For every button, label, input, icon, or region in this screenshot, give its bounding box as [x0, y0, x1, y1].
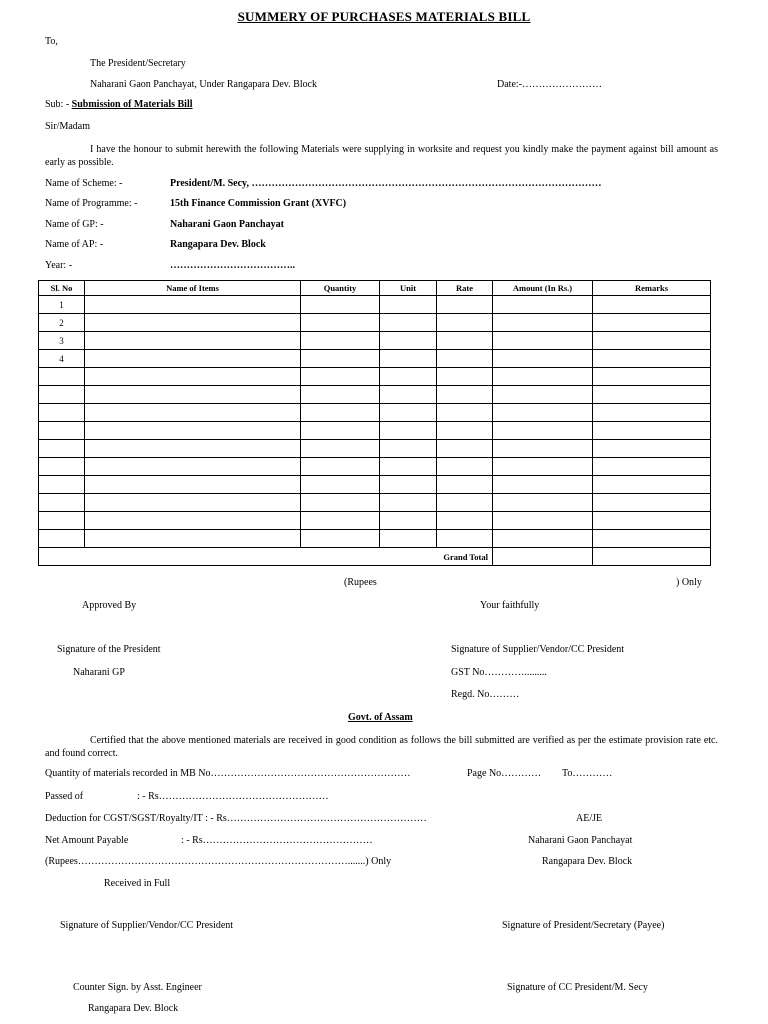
subject-label: Sub: -: [45, 99, 70, 110]
unit-cell[interactable]: [380, 458, 437, 476]
rate-cell[interactable]: [437, 512, 493, 530]
grand-total-remarks: [593, 548, 711, 566]
remarks-cell[interactable]: [593, 476, 711, 494]
certified-paragraph: [45, 734, 718, 760]
body-text: I have the honour to submit herewith the following Materials were supplying in worksite and request you kindly make the payment against bill amount as early as possible.: [45, 144, 718, 168]
mb-quantity-field: Quantity of materials recorded in MB No……………………………………………………: [45, 768, 411, 779]
amount-cell[interactable]: [493, 458, 593, 476]
signature-payee: Signature of President/Secretary (Payee): [502, 920, 665, 931]
rupees-open: (Rupees: [344, 577, 377, 588]
table-row: [39, 494, 711, 512]
sl-no-cell: 2: [39, 314, 85, 332]
quantity-cell[interactable]: [301, 512, 380, 530]
signature-supplier-top: Signature of Supplier/Vendor/CC President: [451, 644, 625, 655]
item-name-cell[interactable]: [85, 422, 301, 440]
sl-no-cell: [39, 440, 85, 458]
rate-cell[interactable]: [437, 404, 493, 422]
scheme-value-text: President/M. Secy, ……………………………………………………………………………………………: [170, 178, 602, 189]
quantity-cell[interactable]: [301, 296, 380, 314]
remarks-cell[interactable]: [593, 530, 711, 548]
header-remarks: Remarks: [593, 281, 711, 296]
table-row: [39, 458, 711, 476]
materials-table: [38, 280, 711, 566]
rate-cell[interactable]: [437, 476, 493, 494]
signature-supplier-bottom: Signature of Supplier/Vendor/CC President: [60, 920, 234, 931]
table-row: [39, 296, 711, 314]
quantity-cell[interactable]: [301, 422, 380, 440]
addressee-line-2: Naharani Gaon Panchayat, Under Rangapara Dev. Block: [90, 79, 318, 90]
quantity-cell[interactable]: [301, 350, 380, 368]
certified-text: Certified that the above mentioned materials are received in good condition as follows the bill submitted are verified as per the estimate provision rate etc. and found correct.: [45, 735, 718, 759]
amount-cell[interactable]: [493, 530, 593, 548]
scheme-value: [170, 178, 601, 189]
table-row: [39, 530, 711, 548]
sl-no-cell: [39, 458, 85, 476]
unit-cell[interactable]: [380, 440, 437, 458]
regd-no-field: Regd. No………: [451, 689, 520, 700]
naharani-gaon-panchayat: Naharani Gaon Panchayat: [528, 835, 633, 846]
item-name-cell[interactable]: [85, 350, 301, 368]
amount-cell[interactable]: [493, 476, 593, 494]
table-row: [39, 476, 711, 494]
rangapara-dev-block-bottom: Rangapara Dev. Block: [88, 1003, 179, 1014]
header-amount: Amount (In Rs.): [493, 281, 593, 296]
table-row: [39, 314, 711, 332]
item-name-cell[interactable]: [85, 296, 301, 314]
quantity-cell[interactable]: [301, 332, 380, 350]
rate-cell[interactable]: [437, 422, 493, 440]
remarks-cell[interactable]: [593, 386, 711, 404]
item-name-cell[interactable]: [85, 476, 301, 494]
unit-cell[interactable]: [380, 422, 437, 440]
rate-cell[interactable]: [437, 440, 493, 458]
ae-je-label: AE/JE: [576, 813, 603, 824]
govt-heading: Govt. of Assam: [348, 712, 413, 723]
ap-value: Rangapara Dev. Block: [170, 239, 266, 250]
rate-cell[interactable]: [437, 350, 493, 368]
amount-cell[interactable]: [493, 314, 593, 332]
item-name-cell[interactable]: [85, 404, 301, 422]
remarks-cell[interactable]: [593, 440, 711, 458]
header-quantity: Quantity: [301, 281, 380, 296]
passed-of-value: : - Rs……………………………………………: [137, 791, 329, 802]
rupees-bottom-field: (Rupees……………………………………………………………………….......) Only: [45, 856, 392, 867]
remarks-cell[interactable]: [593, 494, 711, 512]
remarks-cell[interactable]: [593, 314, 711, 332]
rate-cell[interactable]: [437, 314, 493, 332]
rangapara-dev-block-right: Rangapara Dev. Block: [542, 856, 633, 867]
quantity-cell[interactable]: [301, 476, 380, 494]
item-name-cell[interactable]: [85, 458, 301, 476]
unit-cell[interactable]: [380, 494, 437, 512]
header-sl-no: Sl. No: [39, 281, 85, 296]
amount-cell[interactable]: [493, 350, 593, 368]
rate-cell[interactable]: [437, 530, 493, 548]
sl-no-cell: [39, 368, 85, 386]
rate-cell[interactable]: [437, 386, 493, 404]
unit-cell[interactable]: [380, 332, 437, 350]
year-label: Year: -: [45, 260, 73, 271]
item-name-cell[interactable]: [85, 368, 301, 386]
mb-to-field: To…………: [562, 768, 613, 779]
unit-cell[interactable]: [380, 296, 437, 314]
amount-cell[interactable]: [493, 512, 593, 530]
table-row: [39, 368, 711, 386]
subject-line: [45, 99, 193, 110]
grand-total-amount[interactable]: [493, 548, 593, 566]
amount-cell[interactable]: [493, 422, 593, 440]
remarks-cell[interactable]: [593, 458, 711, 476]
amount-cell[interactable]: [493, 440, 593, 458]
unit-cell[interactable]: [380, 476, 437, 494]
programme-label: Name of Programme: -: [45, 198, 138, 209]
programme-value: 15th Finance Commission Grant (XVFC): [170, 198, 347, 209]
counter-sign-asst-engineer: Counter Sign. by Asst. Engineer: [73, 982, 202, 993]
remarks-cell[interactable]: [593, 404, 711, 422]
scheme-label: Name of Scheme: -: [45, 178, 123, 189]
remarks-cell[interactable]: [593, 368, 711, 386]
sl-no-cell: [39, 422, 85, 440]
sl-no-cell: 1: [39, 296, 85, 314]
item-name-cell[interactable]: [85, 530, 301, 548]
net-amount-value: : - Rs……………………………………………: [181, 835, 373, 846]
year-value: ………………………………..: [170, 260, 295, 271]
grand-total-label: Grand Total: [39, 548, 493, 566]
item-name-cell[interactable]: [85, 314, 301, 332]
signature-cc-president: Signature of CC President/M. Secy: [507, 982, 648, 993]
quantity-cell[interactable]: [301, 314, 380, 332]
addressee-line-1: The President/Secretary: [90, 58, 186, 69]
sl-no-cell: [39, 386, 85, 404]
table-row: [39, 512, 711, 530]
rate-cell[interactable]: [437, 332, 493, 350]
body-paragraph: [45, 143, 718, 169]
received-in-full: Received in Full: [104, 878, 171, 889]
remarks-cell[interactable]: [593, 296, 711, 314]
amount-cell[interactable]: [493, 494, 593, 512]
amount-cell[interactable]: [493, 296, 593, 314]
subject-text: Submission of Materials Bill: [71, 99, 193, 110]
salutation: Sir/Madam: [45, 121, 90, 132]
unit-cell[interactable]: [380, 350, 437, 368]
quantity-cell[interactable]: [301, 440, 380, 458]
header-unit: Unit: [380, 281, 437, 296]
header-rate: Rate: [437, 281, 493, 296]
unit-cell[interactable]: [380, 404, 437, 422]
sl-no-cell: [39, 404, 85, 422]
rate-cell[interactable]: [437, 494, 493, 512]
quantity-cell[interactable]: [301, 386, 380, 404]
sl-no-cell: [39, 476, 85, 494]
amount-cell[interactable]: [493, 386, 593, 404]
date-field: Date:-……………………: [497, 79, 602, 90]
naharani-gp-label: Naharani GP: [73, 667, 125, 678]
sl-no-cell: [39, 530, 85, 548]
table-header-row: [39, 281, 711, 296]
table-row: [39, 350, 711, 368]
quantity-cell[interactable]: [301, 404, 380, 422]
item-name-cell[interactable]: [85, 440, 301, 458]
remarks-cell[interactable]: [593, 512, 711, 530]
quantity-cell[interactable]: [301, 494, 380, 512]
table-row: [39, 332, 711, 350]
rupees-close: ) Only: [676, 577, 702, 588]
mb-page-field: Page No…………: [467, 768, 542, 779]
item-name-cell[interactable]: [85, 494, 301, 512]
remarks-cell[interactable]: [593, 422, 711, 440]
unit-cell[interactable]: [380, 386, 437, 404]
table-row: [39, 440, 711, 458]
gp-value: Naharani Gaon Panchayat: [170, 219, 284, 230]
signature-president: Signature of the President: [57, 644, 161, 655]
amount-cell[interactable]: [493, 332, 593, 350]
remarks-cell[interactable]: [593, 332, 711, 350]
unit-cell[interactable]: [380, 368, 437, 386]
item-name-cell[interactable]: [85, 386, 301, 404]
unit-cell[interactable]: [380, 512, 437, 530]
passed-of-label: Passed of: [45, 791, 84, 802]
header-name-of-items: Name of Items: [85, 281, 301, 296]
table-row: [39, 404, 711, 422]
quantity-cell[interactable]: [301, 458, 380, 476]
sl-no-cell: [39, 494, 85, 512]
sl-no-cell: 4: [39, 350, 85, 368]
yours-faithfully: Your faithfully: [480, 600, 540, 611]
item-name-cell[interactable]: [85, 332, 301, 350]
approved-by: Approved By: [82, 600, 137, 611]
to-label: To,: [45, 36, 58, 47]
ap-label: Name of AP: -: [45, 239, 104, 250]
amount-cell[interactable]: [493, 368, 593, 386]
table-row: [39, 422, 711, 440]
amount-cell[interactable]: [493, 404, 593, 422]
page-title: SUMMERY OF PURCHASES MATERIALS BILL: [237, 9, 531, 24]
table-row: [39, 386, 711, 404]
sl-no-cell: 3: [39, 332, 85, 350]
quantity-cell[interactable]: [301, 530, 380, 548]
unit-cell[interactable]: [380, 530, 437, 548]
rate-cell[interactable]: [437, 368, 493, 386]
quantity-cell[interactable]: [301, 368, 380, 386]
sl-no-cell: [39, 512, 85, 530]
unit-cell[interactable]: [380, 314, 437, 332]
deduction-field: Deduction for CGST/SGST/Royalty/IT : - Rs……………………………………………………: [45, 813, 427, 824]
grand-total-row: [39, 548, 711, 566]
item-name-cell[interactable]: [85, 512, 301, 530]
rate-cell[interactable]: [437, 296, 493, 314]
net-amount-label: Net Amount Payable: [45, 835, 129, 846]
gp-label: Name of GP: -: [45, 219, 104, 230]
rate-cell[interactable]: [437, 458, 493, 476]
gst-no-field: GST No………….........: [451, 667, 547, 678]
remarks-cell[interactable]: [593, 350, 711, 368]
